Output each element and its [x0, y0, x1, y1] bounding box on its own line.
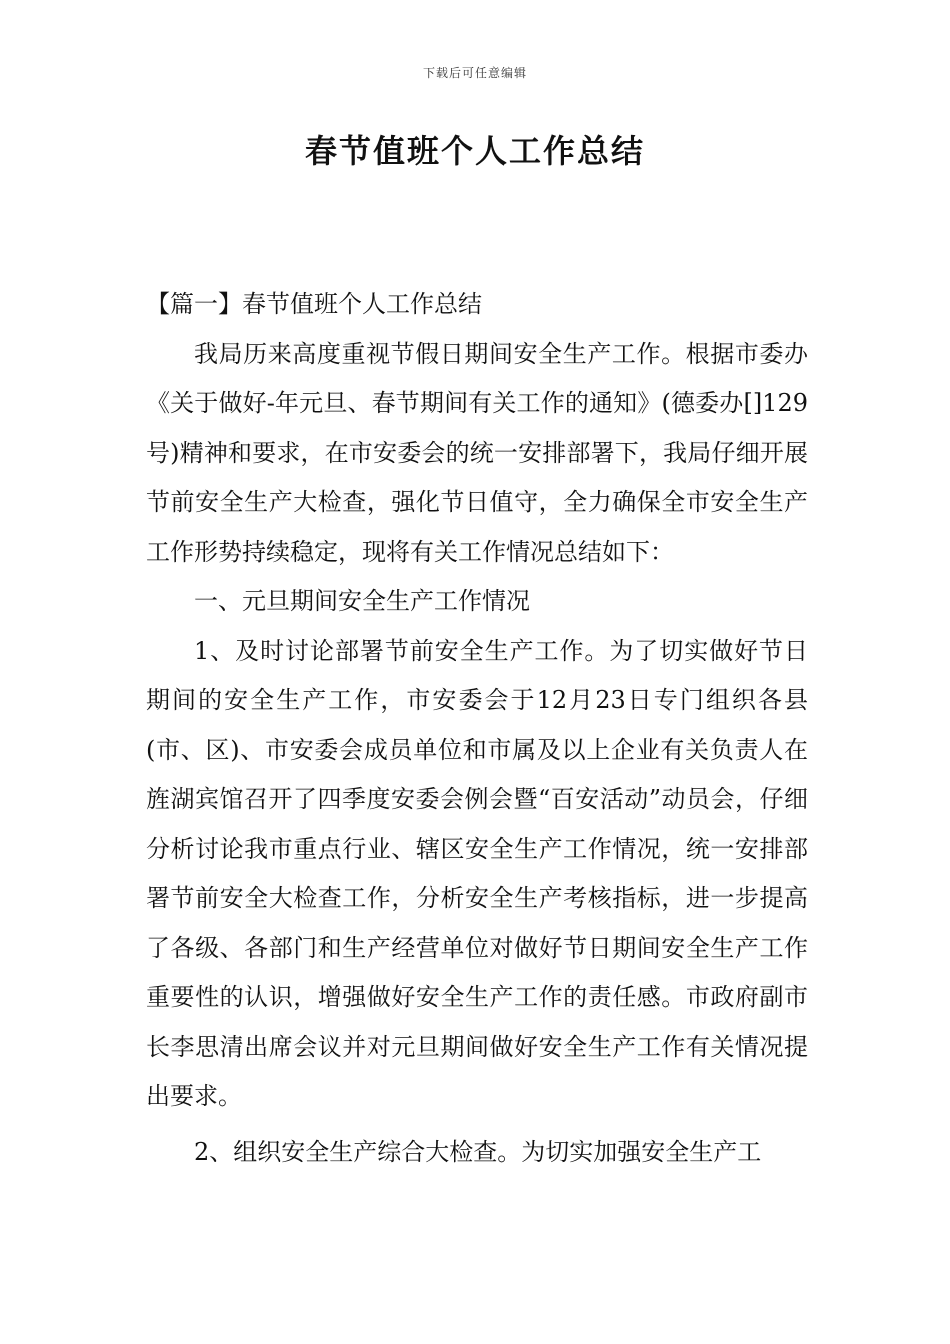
section-heading: 【篇一】春节值班个人工作总结	[146, 290, 482, 318]
paragraph-subheading: 一、元旦期间安全生产工作情况	[194, 587, 530, 615]
paragraph-item-2: 2、组织安全生产综合大检查。为切实加强安全生产工	[194, 1137, 762, 1166]
header-note: 下载后可任意编辑	[422, 66, 527, 80]
document-title: 春节值班个人工作总结	[304, 132, 645, 170]
paragraph-item-1: 1、及时讨论部署节前安全生产工作。为了切实做好节日期间的安全生产工作，市安委会于12月23日专门组织各县(市、区)、市安委会成员单位和市属及以上企业有关负责人在旌湖宾馆召开了四季度安委会例会暨“百安活动”动员会，仔细分析讨论我市重点行业、辖区安全生产工作情况，统一安排部署节前安全大检查工作，分析安全生产考核指标，进一步提高了各级、各部门和生产经营单位对做好节日期间安全生产工作重要性的认识，增强做好安全生产工作的责任感。市政府副市长李思清出席会议并对元旦期间做好安全生产工作有关情况提出要求。	[146, 636, 808, 1110]
document-body	[146, 280, 808, 1177]
paragraph-intro: 我局历来高度重视节假日期间安全生产工作。根据市委办《关于做好-年元旦、春节期间有关工作的通知》(德委办[]129号)精神和要求，在市安委会的统一安排部署下，我局仔细开展节前安全生产大检查，强化节日值守，全力确保全市安全生产工作形势持续稳定，现将有关工作情况总结如下：	[146, 339, 808, 566]
